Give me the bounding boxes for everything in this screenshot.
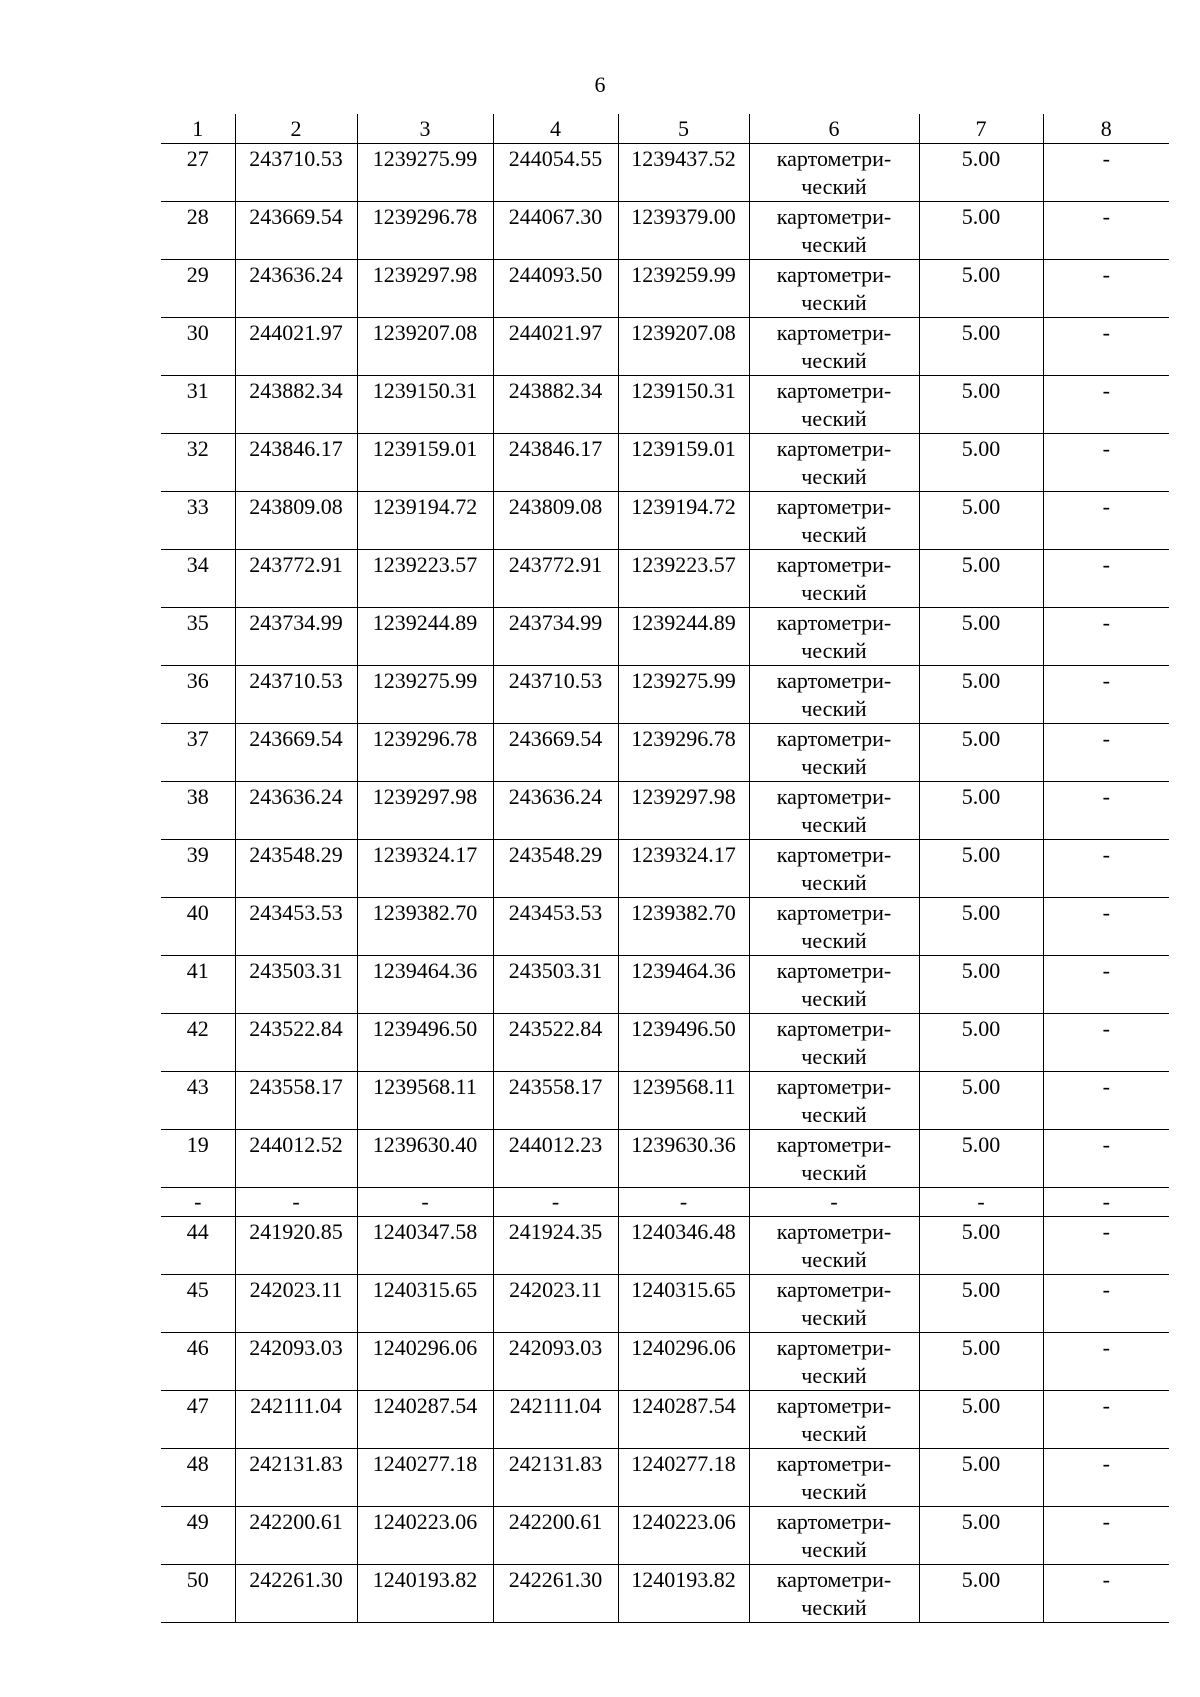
method-text-continued: ческий [801,754,867,779]
table-cell: 5.00 [919,1072,1043,1130]
table-cell: 1239150.31 [618,376,749,434]
table-cell: 1240296.06 [357,1333,493,1391]
table-cell: - [1043,666,1169,724]
table-cell: 243882.34 [493,376,618,434]
table-cell: 5.00 [919,1014,1043,1072]
method-text-continued: ческий [801,174,867,199]
table-row [161,1275,1169,1333]
table-cell: 1239207.08 [357,318,493,376]
table-cell: 242093.03 [235,1333,357,1391]
table-cell: 1239223.57 [357,550,493,608]
table-cell: 5.00 [919,318,1043,376]
table-cell: - [493,1188,618,1217]
table-row [161,1449,1169,1507]
method-text-continued: ческий [801,348,867,373]
table-cell: 243669.54 [493,724,618,782]
table-row [161,608,1169,666]
table-cell: 1240347.58 [357,1217,493,1275]
table-cell: 5.00 [919,724,1043,782]
method-text-continued: ческий [801,1044,867,1069]
method-text-continued: ческий [801,1479,867,1504]
method-text: картометри- [776,1335,892,1360]
method-text: картометри- [776,610,892,635]
method-cell [749,202,919,260]
method-cell [749,956,919,1014]
table-cell: 1240315.65 [618,1275,749,1333]
table-cell: 1239296.78 [357,202,493,260]
table-cell: 19 [161,1130,235,1188]
table-cell: - [1043,144,1169,202]
table-row [161,1391,1169,1449]
table-cell: - [1043,1014,1169,1072]
table-cell: 1240193.82 [357,1565,493,1623]
table-cell: 5.00 [919,1449,1043,1507]
table-cell: 5.00 [919,434,1043,492]
table-cell: 243548.29 [493,840,618,898]
table-cell: 5.00 [919,956,1043,1014]
table-cell: 40 [161,898,235,956]
table-cell: 1239630.36 [618,1130,749,1188]
column-header: 4 [493,114,618,144]
table-cell: 5.00 [919,782,1043,840]
table-cell: 242023.11 [235,1275,357,1333]
table-cell: 1239324.17 [357,840,493,898]
table-cell: 243809.08 [493,492,618,550]
table-cell: 1240296.06 [618,1333,749,1391]
table-cell: 243734.99 [493,608,618,666]
table-cell: 243522.84 [235,1014,357,1072]
method-text: картометри- [776,320,892,345]
table-cell: 1239496.50 [357,1014,493,1072]
table-cell: 5.00 [919,260,1043,318]
method-text-continued: ческий [801,232,867,257]
table-cell: 1239496.50 [618,1014,749,1072]
method-cell [749,1217,919,1275]
method-text: картометри- [776,378,892,403]
column-header: 8 [1043,114,1169,144]
table-cell: 244021.97 [235,318,357,376]
table-cell: - [1043,434,1169,492]
table-cell: 1239223.57 [618,550,749,608]
page-number: 6 [594,72,606,97]
method-cell [749,1130,919,1188]
table-row [161,144,1169,202]
table-cell: 45 [161,1275,235,1333]
table-cell: 1239464.36 [357,956,493,1014]
table-cell: 1239379.00 [618,202,749,260]
table-cell: 42 [161,1014,235,1072]
method-text-continued: ческий [801,812,867,837]
table-cell: - [1043,608,1169,666]
table-cell: 1239275.99 [618,666,749,724]
column-header: 2 [235,114,357,144]
method-cell [749,724,919,782]
table-cell: - [1043,550,1169,608]
coordinates-table [161,114,1169,1623]
table-cell: 44 [161,1217,235,1275]
method-cell [749,1565,919,1623]
table-cell: 1239297.98 [357,260,493,318]
table-cell: - [1043,1072,1169,1130]
table-cell: 242023.11 [493,1275,618,1333]
method-text: картометри- [776,262,892,287]
table-cell: - [1043,492,1169,550]
table-cell: 1239296.78 [357,724,493,782]
table-cell: - [1043,1188,1169,1217]
method-text: картометри- [776,1509,892,1534]
table-row [161,1130,1169,1188]
table-cell: - [357,1188,493,1217]
table-cell: - [1043,1217,1169,1275]
method-text-continued: ческий [801,1595,867,1620]
table-cell: - [1043,318,1169,376]
table-cell: - [1043,260,1169,318]
table-cell: 244012.52 [235,1130,357,1188]
table-cell: - [235,1188,357,1217]
table-cell: 1239194.72 [357,492,493,550]
table-cell: 1239275.99 [357,666,493,724]
table-cell: 30 [161,318,235,376]
method-text: картометри- [776,146,892,171]
table-cell: 5.00 [919,1391,1043,1449]
method-text-continued: ческий [801,986,867,1011]
table-cell: - [1043,1275,1169,1333]
table-cell: 242093.03 [493,1333,618,1391]
table-cell: 1239297.98 [618,782,749,840]
table-cell: 243453.53 [235,898,357,956]
table-cell: 1240315.65 [357,1275,493,1333]
separator-row [161,1188,1169,1217]
method-text-continued: ческий [801,464,867,489]
column-header: 6 [749,114,919,144]
table-cell: 242200.61 [235,1507,357,1565]
table-cell: 5.00 [919,202,1043,260]
table-row [161,898,1169,956]
table-row [161,550,1169,608]
table-cell: 1240223.06 [357,1507,493,1565]
table-cell: 1240346.48 [618,1217,749,1275]
method-text-continued: ческий [801,928,867,953]
table-cell: 33 [161,492,235,550]
table-cell: 1240287.54 [618,1391,749,1449]
table-cell: 241924.35 [493,1217,618,1275]
table-cell: - [1043,724,1169,782]
method-cell [749,666,919,724]
table-row [161,666,1169,724]
table-cell: 1239437.52 [618,144,749,202]
table-cell: 5.00 [919,144,1043,202]
table-cell: 48 [161,1449,235,1507]
table-cell: 39 [161,840,235,898]
table-cell: 28 [161,202,235,260]
table-cell: 1239296.78 [618,724,749,782]
table-cell: 5.00 [919,376,1043,434]
table-row [161,782,1169,840]
method-text: картометри- [776,1074,892,1099]
table-cell: 242261.30 [493,1565,618,1623]
table-cell: 5.00 [919,840,1043,898]
table-cell: 32 [161,434,235,492]
table-row [161,1565,1169,1623]
table-row [161,202,1169,260]
column-header: 3 [357,114,493,144]
table-cell: 29 [161,260,235,318]
table-row [161,1217,1169,1275]
table-cell: - [1043,782,1169,840]
method-cell [749,1333,919,1391]
table-cell: 49 [161,1507,235,1565]
method-text: картометри- [776,1132,892,1157]
table-row [161,1072,1169,1130]
table-cell: 38 [161,782,235,840]
table-cell: 1239297.98 [357,782,493,840]
table-cell: - [1043,376,1169,434]
table-cell: 1240277.18 [357,1449,493,1507]
method-cell [749,1072,919,1130]
method-cell [749,550,919,608]
table-cell: 36 [161,666,235,724]
table-cell: 243558.17 [493,1072,618,1130]
table-cell: 242261.30 [235,1565,357,1623]
table-cell: 1239259.99 [618,260,749,318]
table-cell: 1240287.54 [357,1391,493,1449]
method-text-continued: ческий [801,1247,867,1272]
table-cell: 243710.53 [493,666,618,724]
table-cell: 46 [161,1333,235,1391]
table-cell: 242131.83 [493,1449,618,1507]
table-cell: - [1043,1391,1169,1449]
table-cell: 1239275.99 [357,144,493,202]
table-cell: 37 [161,724,235,782]
table-cell: 31 [161,376,235,434]
table-row [161,260,1169,318]
table-cell: - [161,1188,235,1217]
method-text-continued: ческий [801,696,867,721]
table-cell: - [1043,1130,1169,1188]
method-text-continued: ческий [801,1363,867,1388]
table-cell: - [1043,840,1169,898]
column-header: 1 [161,114,235,144]
table-cell: 1239568.11 [618,1072,749,1130]
table-cell: 244067.30 [493,202,618,260]
method-text: картометри- [776,1219,892,1244]
table-cell: 244012.23 [493,1130,618,1188]
table-header [161,114,1169,144]
table-cell: - [1043,1333,1169,1391]
method-text-continued: ческий [801,1537,867,1562]
method-cell [749,318,919,376]
table-cell: 243669.54 [235,202,357,260]
table-cell: 1240223.06 [618,1507,749,1565]
method-text: картометри- [776,1277,892,1302]
table-cell: 5.00 [919,666,1043,724]
method-text: картометри- [776,900,892,925]
table-cell: 5.00 [919,608,1043,666]
table-cell: 243636.24 [235,260,357,318]
method-text-continued: ческий [801,638,867,663]
table-cell: 244021.97 [493,318,618,376]
table-cell: - [1043,1507,1169,1565]
method-cell [749,782,919,840]
table-cell: - [1043,898,1169,956]
table-cell: 50 [161,1565,235,1623]
method-text-continued: ческий [801,522,867,547]
method-cell [749,1507,919,1565]
table-cell: 1239194.72 [618,492,749,550]
table-row [161,1014,1169,1072]
table-cell: 1239150.31 [357,376,493,434]
table-cell: 1239324.17 [618,840,749,898]
table-cell: 243558.17 [235,1072,357,1130]
method-cell [749,1275,919,1333]
table-cell: - [919,1188,1043,1217]
table-cell: 1240277.18 [618,1449,749,1507]
method-cell [749,1449,919,1507]
table-cell: 1239630.40 [357,1130,493,1188]
table-cell: - [1043,956,1169,1014]
table-row [161,434,1169,492]
table-cell: 1239382.70 [618,898,749,956]
table-cell: 243669.54 [235,724,357,782]
table-cell: - [1043,1449,1169,1507]
method-text: картометри- [776,552,892,577]
table-cell: 244093.50 [493,260,618,318]
table-cell: - [1043,1565,1169,1623]
table-cell: 243503.31 [493,956,618,1014]
method-cell [749,840,919,898]
table-cell: 34 [161,550,235,608]
table-cell: 35 [161,608,235,666]
table-cell: 242131.83 [235,1449,357,1507]
table-cell: 5.00 [919,898,1043,956]
table-cell: 1239464.36 [618,956,749,1014]
table-cell: 244054.55 [493,144,618,202]
table-cell: - [618,1188,749,1217]
method-text: картометри- [776,842,892,867]
table-cell: 243636.24 [235,782,357,840]
table-cell: 5.00 [919,492,1043,550]
table-row [161,492,1169,550]
table-cell: - [749,1188,919,1217]
table-cell: 5.00 [919,1333,1043,1391]
method-text: картометри- [776,436,892,461]
table-cell: 243882.34 [235,376,357,434]
method-cell [749,1014,919,1072]
method-cell [749,144,919,202]
method-text-continued: ческий [801,1305,867,1330]
table-cell: 1239244.89 [618,608,749,666]
method-text: картометри- [776,494,892,519]
table-row [161,376,1169,434]
table-cell: 1240193.82 [618,1565,749,1623]
header-row [161,114,1169,144]
table-cell: 1239244.89 [357,608,493,666]
table-cell: - [1043,202,1169,260]
table-cell: 243734.99 [235,608,357,666]
table-cell: 243548.29 [235,840,357,898]
table-cell: 43 [161,1072,235,1130]
table-cell: 243846.17 [493,434,618,492]
method-text: картометри- [776,726,892,751]
table-cell: 5.00 [919,1275,1043,1333]
column-header: 7 [919,114,1043,144]
table-cell: 243846.17 [235,434,357,492]
table-cell: 1239382.70 [357,898,493,956]
method-cell [749,260,919,318]
table-row [161,318,1169,376]
table-cell: 1239568.11 [357,1072,493,1130]
table-cell: 1239159.01 [357,434,493,492]
table-cell: 1239159.01 [618,434,749,492]
method-text: картометри- [776,958,892,983]
table-cell: 243772.91 [493,550,618,608]
method-text-continued: ческий [801,1160,867,1185]
table-row [161,1333,1169,1391]
table-cell: 5.00 [919,550,1043,608]
table-cell: 243772.91 [235,550,357,608]
table-cell: 243453.53 [493,898,618,956]
method-cell [749,1391,919,1449]
method-cell [749,608,919,666]
method-text-continued: ческий [801,1421,867,1446]
table-cell: 243636.24 [493,782,618,840]
method-cell [749,898,919,956]
table-cell: 5.00 [919,1130,1043,1188]
table-cell: 47 [161,1391,235,1449]
method-text: картометри- [776,1016,892,1041]
method-cell [749,376,919,434]
table-cell: 243710.53 [235,666,357,724]
table-cell: 27 [161,144,235,202]
method-text: картометри- [776,668,892,693]
table-cell: 242200.61 [493,1507,618,1565]
table-cell: 242111.04 [493,1391,618,1449]
method-text-continued: ческий [801,406,867,431]
method-text: картометри- [776,784,892,809]
column-header: 5 [618,114,749,144]
table-cell: 241920.85 [235,1217,357,1275]
method-text: картометри- [776,204,892,229]
method-text-continued: ческий [801,580,867,605]
table-cell: 1239207.08 [618,318,749,376]
method-text-continued: ческий [801,290,867,315]
table-cell: 243522.84 [493,1014,618,1072]
method-cell [749,492,919,550]
table-cell: 242111.04 [235,1391,357,1449]
table-cell: 41 [161,956,235,1014]
table-row [161,1507,1169,1565]
table-cell: 5.00 [919,1507,1043,1565]
table-cell: 5.00 [919,1565,1043,1623]
method-text: картометри- [776,1567,892,1592]
method-cell [749,434,919,492]
method-text: картометри- [776,1393,892,1418]
table-cell: 243809.08 [235,492,357,550]
table-body [161,144,1169,1623]
method-text-continued: ческий [801,1102,867,1127]
method-text-continued: ческий [801,870,867,895]
table-row [161,724,1169,782]
table-cell: 243503.31 [235,956,357,1014]
table-row [161,840,1169,898]
table-cell: 5.00 [919,1217,1043,1275]
method-text: картометри- [776,1451,892,1476]
table-cell: 243710.53 [235,144,357,202]
table-row [161,956,1169,1014]
